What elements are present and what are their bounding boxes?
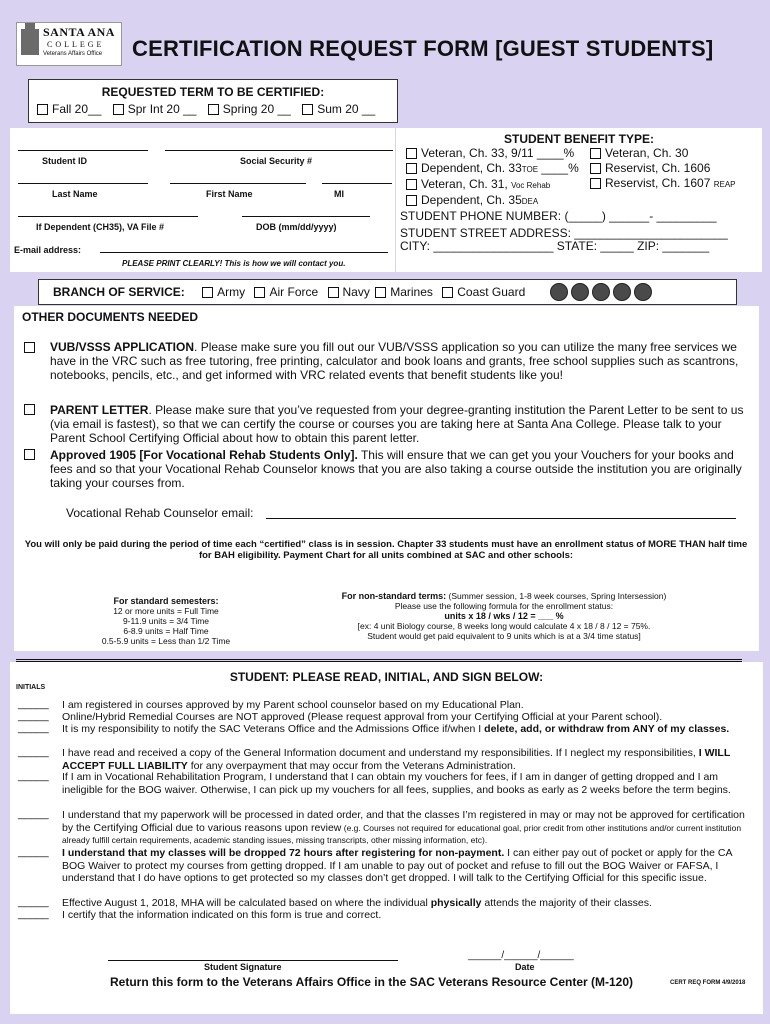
ssn-label: Social Security # bbox=[240, 156, 313, 166]
initial-blanks bbox=[18, 698, 49, 920]
term-sprint-checkbox[interactable]: Spr Int 20 __ bbox=[113, 102, 197, 116]
benefit-box bbox=[396, 128, 762, 272]
benefit-ch30-checkbox[interactable]: Veteran, Ch. 30 bbox=[590, 146, 736, 161]
ack-item-1: I am registered in courses approved by my Parent school counselor based on my Educational Plan. bbox=[62, 699, 524, 711]
initial-blank-6[interactable]: _____ bbox=[18, 808, 49, 820]
student-id-label: Student ID bbox=[42, 156, 87, 166]
benefit-ch33-checkbox[interactable]: Veteran, Ch. 33, 9/11 ____% bbox=[406, 146, 579, 161]
va-file-field[interactable] bbox=[18, 216, 198, 217]
ack-item-8: Effective August 1, 2018, MHA will be calculated based on where the individual physically attends the majority of their classes. bbox=[62, 897, 652, 909]
ack-item-3: It is my responsibility to notify the SAC Veterans Office and the Admissions Office if/when I delete, add, or withdraw from ANY of my classes. bbox=[62, 723, 730, 735]
navy-seal-icon bbox=[592, 283, 610, 301]
logo-line2: COLLEGE bbox=[47, 40, 105, 49]
term-heading: REQUESTED TERM TO BE CERTIFIED: bbox=[101, 85, 325, 99]
benefit-heading: STUDENT BENEFIT TYPE: bbox=[503, 132, 654, 146]
branch-army-checkbox[interactable]: Army bbox=[202, 285, 245, 299]
branch-navy-checkbox[interactable]: Navy bbox=[328, 285, 370, 299]
initial-blank-9[interactable]: _____ bbox=[18, 908, 49, 920]
vub-checkbox[interactable] bbox=[24, 342, 35, 353]
standard-semesters: For standard semesters: 12 or more units = Full Time 9-11.9 units = 3/4 Time 6-8.9 units = Half Time 0.5-5.9 units = Less than 1/2 Time bbox=[101, 596, 231, 646]
address-field[interactable]: STUDENT STREET ADDRESS: _______________________ bbox=[400, 226, 728, 240]
army-seal-icon bbox=[550, 283, 568, 301]
nonstandard-terms: For non-standard terms: (Summer session, 1-8 week courses, Spring Intersession) Please use the following formula for the enrollment status: units x 18 / wks / 12 = ___ % [ex: 4 unit Biology course, 8 weeks long would calculate 4 x 18 / 8 / 12 = 75%. Student would get paid equivalent to 9 units which is at a 3/4 time status] bbox=[341, 591, 667, 641]
student-info-box bbox=[10, 128, 395, 272]
term-summer-checkbox[interactable]: Sum 20 __ bbox=[302, 102, 375, 116]
initial-blank-4[interactable]: _____ bbox=[18, 746, 49, 758]
city-state-zip-field[interactable]: CITY: __________________ STATE: _____ ZIP: _______ bbox=[400, 239, 710, 253]
building-icon bbox=[21, 29, 39, 55]
initial-blank-5[interactable]: _____ bbox=[18, 770, 49, 782]
last-name-label: Last Name bbox=[52, 189, 98, 199]
phone-field[interactable]: STUDENT PHONE NUMBER: (_____) ______- _________ bbox=[400, 209, 717, 223]
term-fall-checkbox[interactable]: Fall 20__ bbox=[37, 102, 101, 116]
initial-blank-3[interactable]: _____ bbox=[18, 722, 49, 734]
initial-blank-7[interactable]: _____ bbox=[18, 846, 49, 858]
coastguard-seal-icon bbox=[634, 283, 652, 301]
ack-heading: STUDENT: PLEASE READ, INITIAL, AND SIGN BELOW: bbox=[229, 670, 544, 684]
term-spring-checkbox[interactable]: Spring 20 __ bbox=[208, 102, 291, 116]
ack-item-5: If I am in Vocational Rehabilitation Program, I understand that I can obtain my vouchers for fees, if I am in danger of getting dropped and I am ineligible for the BOG waiver. Otherwise, I can pick up my vouchers for all fees, supplies, and books as early as 2 weeks before the term begins. bbox=[62, 771, 731, 796]
ack-item-7: I understand that my classes will be dropped 72 hours after registering for non-payment. I can either pay out of pocket or apply for the CA BOG Waiver to protect my courses from getting dropped. If I am unable to pay out of pocket and refuse to fill out the BOG Waiver or FAFSA, I understand that I do have options to get protected so my classes don’t get dropped. I will talk to the Certifying Official for this specific issue. bbox=[62, 847, 732, 884]
logo-line3: Veterans Affairs Office bbox=[43, 51, 103, 57]
branch-label: BRANCH OF SERVICE: bbox=[53, 285, 185, 299]
counselor-email-label: Vocational Rehab Counselor email: bbox=[66, 506, 254, 520]
service-seals bbox=[547, 283, 652, 306]
date-label: Date bbox=[515, 962, 535, 972]
airforce-seal-icon bbox=[571, 283, 589, 301]
ssn-field[interactable] bbox=[165, 150, 393, 151]
voc-rehab-item: Approved 1905 [For Vocational Rehab Students Only]. This will ensure that we can get you your Vouchers for your books and fees and so that your Vocational Rehab Counselor knows that you are also taking a course outside the institution you are originally taking your courses from. bbox=[50, 448, 742, 490]
signature-label: Student Signature bbox=[204, 962, 282, 972]
marines-seal-icon bbox=[613, 283, 631, 301]
print-note: PLEASE PRINT CLEARLY! This is how we will contact you. bbox=[122, 259, 346, 268]
form-id: CERT REQ FORM 4/9/2018 bbox=[670, 980, 746, 986]
benefit-dep33-checkbox[interactable]: Dependent, Ch. 33TOE ____% bbox=[406, 161, 579, 177]
ack-item-4: I have read and received a copy of the General Information document and understand my responsibilities. If I neglect my responsibilities, I WILL ACCEPT FULL LIABILITY for any overpayment that may occur from the Veterans Administration. bbox=[62, 747, 731, 772]
first-name-label: First Name bbox=[206, 189, 253, 199]
ack-item-6: I understand that my paperwork will be processed in dated order, and that the classes I’m registered in may or may not be approved for certification by the Certifying Official due to various reasons upon review (e.g. Courses not required for educational goal, prior credit from other institutions and/or current institution already fulfill certain requirements, academic standing issues, missing transcripts, other missing information, etc). bbox=[62, 809, 745, 845]
parent-letter-item: PARENT LETTER. Please make sure that you’ve requested from your degree-granting institution the Parent Letter to be sent to us (via email is fastest), so that we can certify the course or courses you are taking here at Santa Ana College. Please talk to your Parent School Certifying Official about how to obtain this parent letter. bbox=[50, 403, 744, 445]
initials-label: INITIALS bbox=[16, 684, 46, 691]
benefit-dep35-checkbox[interactable]: Dependent, Ch. 35DEA bbox=[406, 193, 579, 209]
term-box bbox=[28, 79, 398, 123]
initial-blank-1[interactable]: _____ bbox=[18, 698, 49, 710]
initial-blank-2[interactable]: _____ bbox=[18, 710, 49, 722]
benefit-res1606-checkbox[interactable]: Reservist, Ch. 1606 bbox=[590, 161, 736, 176]
payment-note: You will only be paid during the period of time each “certified” class is in session. Chapter 33 students must have an enrollment status of MORE THAN half time for BAH eligibility. Payment Chart for all units combined at SAC and other schools: bbox=[24, 539, 748, 561]
counselor-email-field[interactable] bbox=[266, 518, 736, 519]
email-label: E-mail address: bbox=[14, 245, 82, 255]
branch-coastguard-checkbox[interactable]: Coast Guard bbox=[442, 285, 525, 299]
college-logo bbox=[16, 22, 122, 66]
branch-of-service bbox=[38, 279, 737, 305]
benefit-ch31-checkbox[interactable]: Veteran, Ch. 31, Voc Rehab bbox=[406, 177, 579, 193]
return-instructions: Return this form to the Veterans Affairs Office in the SAC Veterans Resource Center (M-120) bbox=[110, 975, 634, 989]
first-name-field[interactable] bbox=[170, 183, 306, 184]
branch-airforce-checkbox[interactable]: Air Force bbox=[254, 285, 318, 299]
signature-field[interactable] bbox=[108, 960, 398, 961]
vub-item: VUB/VSSS APPLICATION. Please make sure you fill out our VUB/VSSS application so you can utilize the many free services we have in the VRC such as free tutoring, free printing, calculator and book loans and grants, free school supplies such as scantrons, notebooks, pencils, etc., and get informed with VRC related events that benefit students like you! bbox=[50, 340, 739, 382]
parent-letter-checkbox[interactable] bbox=[24, 404, 35, 415]
benefit-res1607-checkbox[interactable]: Reservist, Ch. 1607 REAP bbox=[590, 176, 736, 192]
ack-item-9: I certify that the information indicated on this form is true and correct. bbox=[62, 909, 382, 921]
voc-rehab-checkbox[interactable] bbox=[24, 449, 35, 460]
va-file-label: If Dependent (CH35), VA File # bbox=[36, 222, 165, 232]
dob-field[interactable] bbox=[242, 216, 370, 217]
mi-label: MI bbox=[334, 189, 344, 199]
email-field[interactable] bbox=[100, 252, 388, 253]
logo-line1: SANTA ANA bbox=[43, 25, 115, 39]
mi-field[interactable] bbox=[322, 183, 392, 184]
initial-blank-8[interactable]: _____ bbox=[18, 896, 49, 908]
dob-label: DOB (mm/dd/yyyy) bbox=[256, 222, 337, 232]
acknowledgement-section bbox=[10, 662, 763, 1014]
branch-marines-checkbox[interactable]: Marines bbox=[375, 285, 433, 299]
ack-items bbox=[62, 699, 752, 921]
ack-item-2: Online/Hybrid Remedial Courses are NOT approved (Please request approval from your Certifying Official at your Parent school). bbox=[62, 711, 663, 723]
student-id-field[interactable] bbox=[18, 150, 148, 151]
docs-heading: OTHER DOCUMENTS NEEDED bbox=[22, 310, 199, 324]
date-field[interactable]: ______/______/______ bbox=[468, 950, 574, 961]
documents-section bbox=[14, 306, 759, 651]
page-title: CERTIFICATION REQUEST FORM [GUEST STUDENTS] bbox=[132, 36, 714, 61]
last-name-field[interactable] bbox=[18, 183, 148, 184]
